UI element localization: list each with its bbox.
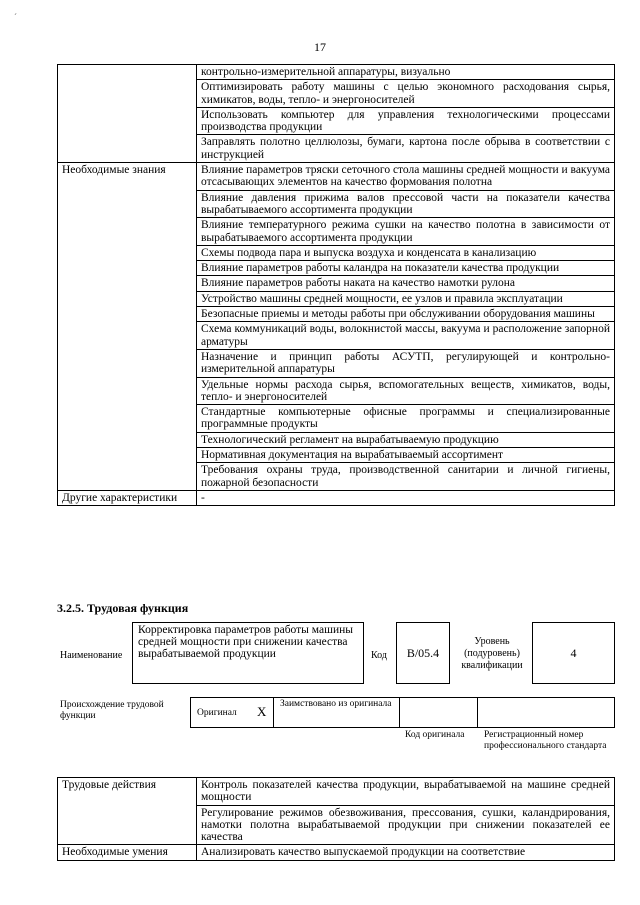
code-value-box xyxy=(396,622,450,684)
row-text: Анализировать качество выпускаемой продукции на соответствие xyxy=(197,845,615,860)
row-text: Требования охраны труда, производственной санитарии и личной гигиены, пожарной безопасности xyxy=(197,463,615,491)
origin-divider-2 xyxy=(399,697,400,728)
row-text: Схема коммуникаций воды, волокнистой массы, вакуума и расположение запорной арматуры xyxy=(197,322,615,350)
row-text: - xyxy=(197,490,615,505)
row-label: Другие характеристики xyxy=(58,490,197,505)
row-label xyxy=(58,65,197,80)
bottom-table xyxy=(57,777,615,861)
level-value: 4 xyxy=(570,646,577,660)
row-text: Влияние параметров тряски сеточного стола машины средней мощности и вакуума отсасывающих элементов на качество формования полотна xyxy=(197,163,615,191)
table-row xyxy=(58,490,615,505)
level-value-box xyxy=(532,622,615,684)
row-label xyxy=(58,135,197,163)
table-row xyxy=(58,322,615,350)
scan-mark: ´ xyxy=(14,12,17,22)
row-label xyxy=(58,432,197,447)
row-label xyxy=(58,463,197,491)
row-text: Удельные нормы расхода сырья, вспомогательных веществ, химикатов, воды, тепло- и энергоносителей xyxy=(197,377,615,405)
row-label xyxy=(58,107,197,135)
code-original-label: Код оригинала xyxy=(405,730,465,740)
level-label: Уровень (подуровень) квалификации xyxy=(461,636,523,671)
table-row xyxy=(58,377,615,405)
row-label xyxy=(58,80,197,108)
row-label xyxy=(58,405,197,433)
origin-table xyxy=(190,697,615,728)
table-row xyxy=(58,276,615,291)
borrowed-label: Заимствовано из оригинала xyxy=(280,699,392,709)
table-row xyxy=(58,107,615,135)
table-row xyxy=(58,307,615,322)
name-label: Наименование xyxy=(60,650,123,661)
reg-number-label: Регистрационный номер профессионального стандарта xyxy=(484,730,607,751)
table-row xyxy=(58,135,615,163)
name-value: Корректировка параметров работы машины средней мощности при снижении качества вырабатываемой продукции xyxy=(138,624,353,661)
row-text: Нормативная документация на вырабатываемый ассортимент xyxy=(197,448,615,463)
origin-divider-3 xyxy=(477,697,478,728)
row-label xyxy=(58,322,197,350)
row-label xyxy=(58,448,197,463)
table-row xyxy=(58,448,615,463)
table-row xyxy=(58,432,615,447)
code-value: В/05.4 xyxy=(406,646,440,660)
row-text: Технологический регламент на вырабатываемую продукцию xyxy=(197,432,615,447)
row-text: Влияние параметров работы наката на качество намотки рулона xyxy=(197,276,615,291)
row-label xyxy=(58,218,197,246)
table-row xyxy=(58,190,615,218)
table-row xyxy=(58,245,615,260)
table-row xyxy=(58,405,615,433)
table-row xyxy=(58,463,615,491)
table-row xyxy=(58,80,615,108)
row-label xyxy=(58,261,197,276)
row-label: Необходимые умения xyxy=(58,845,197,860)
table-row xyxy=(58,349,615,377)
name-value-box xyxy=(132,622,364,684)
row-text: контрольно-измерительной аппаратуры, визуально xyxy=(197,65,615,80)
row-text: Оптимизировать работу машины с целью экономного расходования сырья, химикатов, воды, тепло- и энергоносителей xyxy=(197,80,615,108)
row-label xyxy=(58,291,197,306)
row-text: Регулирование режимов обезвоживания, прессования, сушки, каландрирования, намотки полотна вырабатываемой продукции при снижении показателей ее качества xyxy=(197,805,615,845)
table-row xyxy=(58,845,615,860)
table-row xyxy=(58,805,615,845)
row-text: Заправлять полотно целлюлозы, бумаги, картона после обрыва в соответствии с инструкцией xyxy=(197,135,615,163)
origin-divider-1 xyxy=(273,697,274,728)
row-label: Необходимые знания xyxy=(58,163,197,191)
section-title: 3.2.5. Трудовая функция xyxy=(57,601,189,615)
origin-label: Происхождение трудовой функции xyxy=(60,700,164,721)
row-text: Безопасные приемы и методы работы при обслуживании оборудования машины xyxy=(197,307,615,322)
code-label: Код xyxy=(371,650,387,661)
table-row xyxy=(58,778,615,806)
row-text: Схемы подвода пара и выпуска воздуха и конденсата в канализацию xyxy=(197,245,615,260)
row-text: Влияние температурного режима сушки на качество полотна в зависимости от вырабатываемого ассортимента продукции xyxy=(197,218,615,246)
row-text: Контроль показателей качества продукции, вырабатываемой на машине средней мощности xyxy=(197,778,615,806)
table-row xyxy=(58,291,615,306)
table-row xyxy=(58,65,615,80)
row-text: Стандартные компьютерные офисные программы и специализированные программные продукты xyxy=(197,405,615,433)
row-text: Влияние параметров работы каландра на показатели качества продукции xyxy=(197,261,615,276)
table-row xyxy=(58,218,615,246)
table-row xyxy=(58,163,615,191)
row-text: Влияние давления прижима валов прессовой части на показатели качества вырабатываемого ассортимента продукции xyxy=(197,190,615,218)
row-text: Использовать компьютер для управления технологическими процессами производства продукции xyxy=(197,107,615,135)
page-number: 17 xyxy=(314,40,326,54)
table-row xyxy=(58,261,615,276)
row-label xyxy=(58,276,197,291)
original-mark: X xyxy=(257,704,267,719)
row-label xyxy=(58,307,197,322)
row-label xyxy=(58,349,197,377)
original-label: Оригинал xyxy=(197,708,237,718)
top-table xyxy=(57,64,615,506)
row-text: Устройство машины средней мощности, ее узлов и правила эксплуатации xyxy=(197,291,615,306)
row-label xyxy=(58,805,197,845)
row-label: Трудовые действия xyxy=(58,778,197,806)
row-label xyxy=(58,245,197,260)
row-label xyxy=(58,377,197,405)
row-label xyxy=(58,190,197,218)
row-text: Назначение и принцип работы АСУТП, регулирующей и контрольно-измерительной аппаратуры xyxy=(197,349,615,377)
